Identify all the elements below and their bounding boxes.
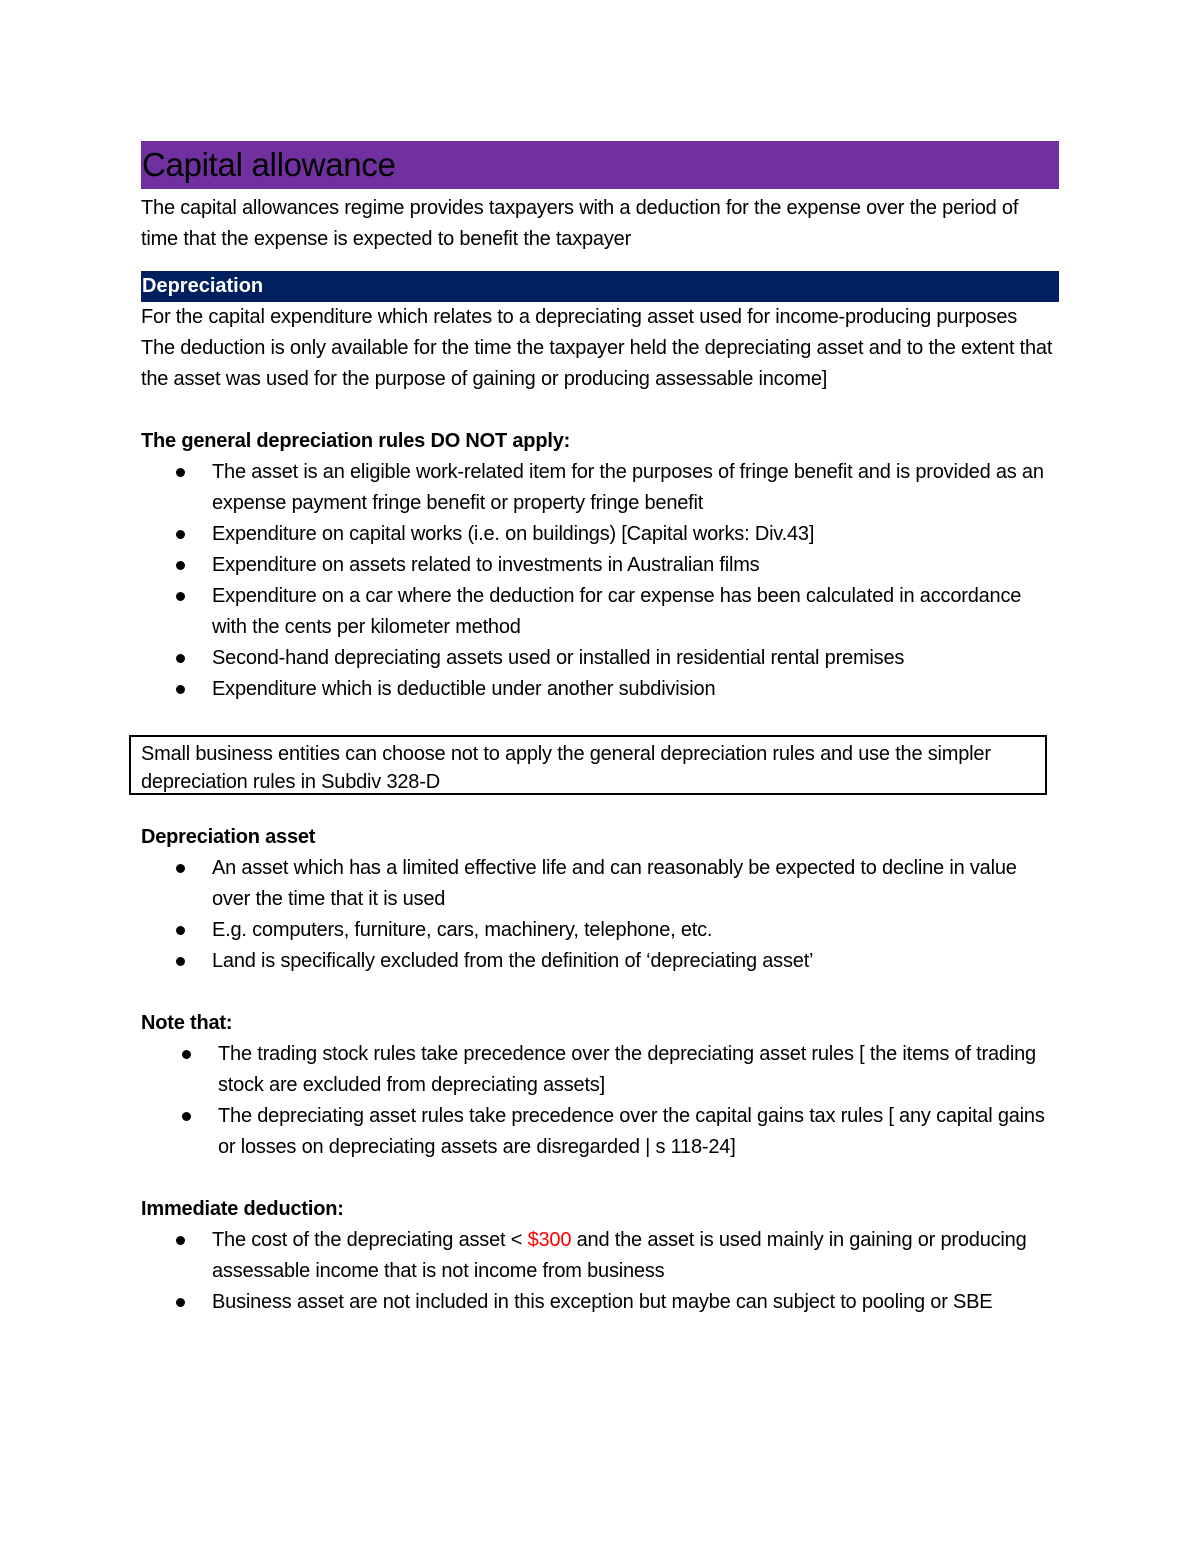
list-item bbox=[141, 1287, 1059, 1318]
list-item-text: Expenditure on capital works (i.e. on buildings) [Capital works: Div.43] bbox=[212, 523, 815, 545]
not-apply-list bbox=[141, 457, 1059, 705]
list-item bbox=[141, 457, 1059, 519]
list-item bbox=[141, 519, 1059, 550]
bullet-icon bbox=[176, 957, 185, 966]
list-item-text: Expenditure on a car where the deduction for car expense has been calculated in accordance with the cents per kilometer method bbox=[212, 585, 1022, 638]
bullet-icon bbox=[176, 1236, 185, 1245]
depreciation-paragraph-2: The deduction is only available for the time the taxpayer held the depreciating asset and to the extent that the asset was used for the purpose of gaining or producing assessable income] bbox=[141, 337, 1053, 390]
immediate-deduction-heading: Immediate deduction: bbox=[141, 1198, 344, 1220]
list-item-text: E.g. computers, furniture, cars, machinery, telephone, etc. bbox=[212, 919, 713, 941]
list-item-text: Expenditure on assets related to investments in Australian films bbox=[212, 554, 760, 576]
list-item-text: The asset is an eligible work-related item for the purposes of fringe benefit and is provided as an expense payment fringe benefit or property fringe benefit bbox=[212, 461, 1044, 514]
bullet-icon bbox=[182, 1050, 191, 1059]
list-item bbox=[141, 1101, 1059, 1163]
not-apply-heading: The general depreciation rules DO NOT apply: bbox=[141, 430, 571, 452]
bullet-icon bbox=[176, 685, 185, 694]
bullet-icon bbox=[176, 864, 185, 873]
list-item-text: Second-hand depreciating assets used or installed in residential rental premises bbox=[212, 647, 905, 669]
document-page bbox=[141, 141, 1059, 1318]
list-item-text-after: and the asset is used mainly in gaining or producing assessable income that is not income from business bbox=[212, 1229, 1027, 1282]
bullet-icon bbox=[176, 1298, 185, 1307]
note-list bbox=[141, 1039, 1059, 1163]
list-item bbox=[141, 550, 1059, 581]
list-item-text: An asset which has a limited effective life and can reasonably be expected to decline in value over the time that it is used bbox=[212, 857, 1017, 910]
list-item bbox=[141, 915, 1059, 946]
bullet-icon bbox=[176, 654, 185, 663]
note-heading: Note that: bbox=[141, 1012, 233, 1034]
list-item-text: The depreciating asset rules take precedence over the capital gains tax rules [ any capital gains or losses on depreciating assets are disregarded | s 118-24] bbox=[218, 1105, 1045, 1158]
list-item-text: Land is specifically excluded from the definition of ‘depreciating asset’ bbox=[212, 950, 814, 972]
bullet-icon bbox=[182, 1112, 191, 1121]
bullet-icon bbox=[176, 530, 185, 539]
list-item-text: Business asset are not included in this exception but maybe can subject to pooling or SBE bbox=[212, 1291, 993, 1313]
list-item-text: Expenditure which is deductible under another subdivision bbox=[212, 678, 716, 700]
small-business-callout-box: Small business entities can choose not to apply the general depreciation rules and use the simpler depreciation rules in Subdiv 328-D bbox=[129, 735, 1047, 795]
depreciation-asset-heading: Depreciation asset bbox=[141, 826, 316, 848]
list-item bbox=[141, 853, 1059, 915]
list-item bbox=[141, 946, 1059, 977]
list-item-text: The trading stock rules take precedence over the depreciating asset rules [ the items of trading stock are excluded from depreciating assets] bbox=[218, 1043, 1036, 1096]
list-item-text-before: The cost of the depreciating asset < bbox=[212, 1229, 528, 1251]
intro-paragraph: The capital allowances regime provides taxpayers with a deduction for the expense over the period of time that the expense is expected to benefit the taxpayer bbox=[141, 197, 1019, 250]
page-title: Capital allowance bbox=[141, 141, 1059, 189]
list-item bbox=[141, 674, 1059, 705]
bullet-icon bbox=[176, 468, 185, 477]
list-item bbox=[141, 581, 1059, 643]
depreciation-paragraph-1: For the capital expenditure which relates to a depreciating asset used for income-producing purposes bbox=[141, 306, 1018, 328]
immediate-deduction-list bbox=[141, 1225, 1059, 1318]
list-item bbox=[141, 1039, 1059, 1101]
section-heading-depreciation: Depreciation bbox=[141, 271, 1059, 302]
list-item bbox=[141, 643, 1059, 674]
threshold-amount: $300 bbox=[527, 1229, 572, 1251]
bullet-icon bbox=[176, 561, 185, 570]
depreciation-asset-list bbox=[141, 853, 1059, 977]
bullet-icon bbox=[176, 592, 185, 601]
list-item bbox=[141, 1225, 1059, 1287]
bullet-icon bbox=[176, 926, 185, 935]
